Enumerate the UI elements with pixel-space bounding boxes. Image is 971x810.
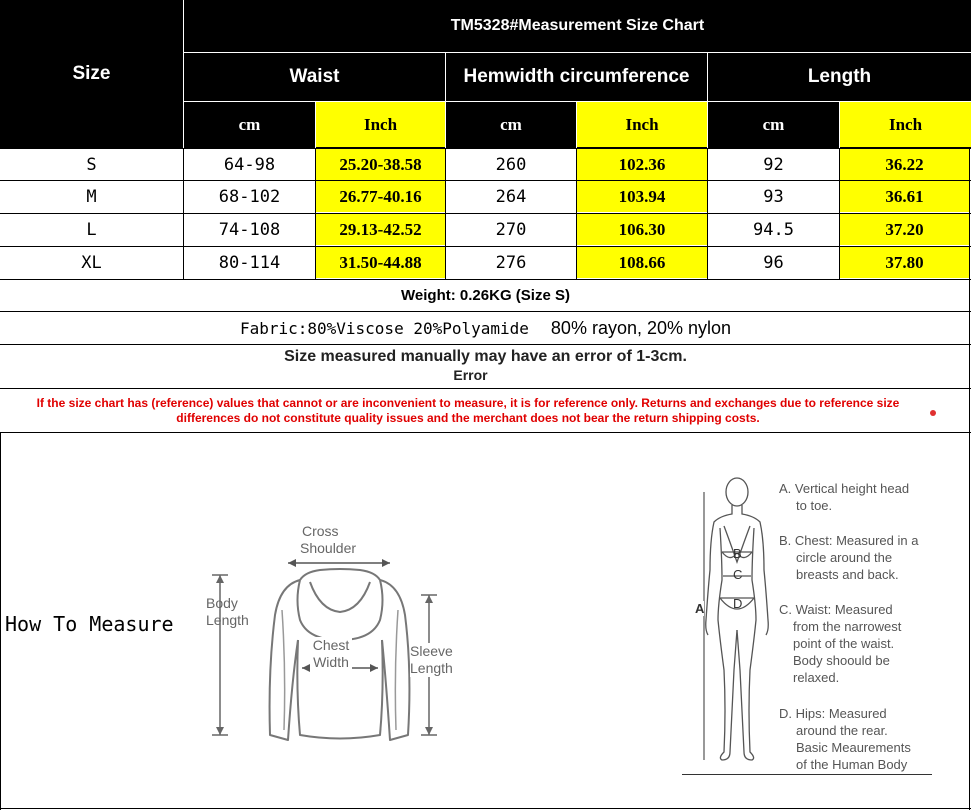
measurement-cell: 36.61	[840, 181, 969, 212]
measurement-cell: 96	[763, 252, 784, 273]
measurement-cell: 36.22	[840, 149, 969, 180]
fabric-text-en: 80% rayon, 20% nylon	[550, 317, 732, 338]
chest-width-label: Chest Width	[310, 637, 352, 671]
measurement-cell: 80-114	[218, 252, 281, 273]
weight-note: Weight: 0.26KG (Size S)	[401, 287, 570, 304]
body-note-d: D. Hips: Measured around the rear. Basic Meaurements of the Human Body	[779, 706, 911, 772]
size-label-cell: XL	[81, 252, 102, 273]
red-dot	[930, 410, 936, 416]
marker-c: C	[733, 567, 743, 582]
marker-d: D	[733, 596, 743, 611]
measurement-cell: 270	[495, 219, 527, 240]
size-header	[0, 0, 183, 148]
disclaimer-note: If the size chart has (reference) values that cannot or are inconvenient to measure, it is for reference only. Returns and exchanges due to reference size differences do not constitute quality issues and the merchant does not bear the return shipping costs.	[36, 396, 900, 425]
unit-length-inch: Inch	[840, 102, 971, 147]
measurement-cell: 106.30	[577, 214, 707, 245]
body-note-a: A. Vertical height head to toe.	[779, 481, 910, 513]
unit-waist-cm: cm	[238, 114, 261, 134]
human-body-diagram	[680, 470, 780, 780]
group-hemwidth: Hemwidth circumference	[463, 66, 690, 87]
cross-shoulder-label: Cross Shoulder	[300, 523, 357, 556]
error-line-1: Size measured manually may have an error of 1-3cm.	[284, 348, 687, 365]
body-note-c: C. Waist: Measured from the narrowest point of the waist. Body shoould be relaxed.	[779, 602, 902, 685]
measurement-cell: 260	[495, 154, 527, 175]
size-label-cell: M	[86, 186, 97, 207]
table-title	[184, 0, 971, 52]
unit-hem-inch: Inch	[577, 102, 707, 147]
table-title-text: TM5328#Measurement Size Chart	[450, 17, 705, 34]
measurement-cell: 276	[495, 252, 527, 273]
measurement-cell: 93	[763, 186, 784, 207]
measurement-cell: 29.13-42.52	[316, 214, 445, 245]
marker-a: A	[695, 601, 705, 616]
measurement-cell: 68-102	[218, 186, 281, 207]
measurement-cell: 25.20-38.58	[316, 149, 445, 180]
measurement-cell: 74-108	[218, 219, 281, 240]
measurement-cell: 108.66	[577, 247, 707, 278]
measurement-cell: 103.94	[577, 181, 707, 212]
measurement-cell: 94.5	[753, 219, 794, 240]
size-header-label: Size	[72, 63, 111, 84]
body-note-b: B. Chest: Measured in a circle around the breasts and back.	[779, 533, 919, 582]
sleeve-length-label: Sleeve Length	[410, 643, 453, 676]
body-length-label: Body Length	[206, 595, 249, 628]
unit-hem-cm: cm	[500, 114, 522, 134]
unit-waist-inch: Inch	[316, 102, 445, 147]
measurement-cell: 37.20	[840, 214, 969, 245]
unit-length-cm: cm	[762, 114, 785, 134]
fabric-note	[0, 312, 971, 344]
measurement-cell: 64-98	[223, 154, 276, 175]
fabric-text: Fabric:80%Viscose 20%Polyamide	[239, 318, 529, 338]
error-note	[0, 347, 971, 387]
measurement-cell: 31.50-44.88	[316, 247, 445, 278]
group-length: Length	[807, 66, 872, 87]
measurement-cell: 92	[763, 154, 784, 175]
size-label-cell: L	[86, 219, 97, 240]
error-line-2: Error	[453, 367, 488, 383]
measurement-cell: 26.77-40.16	[316, 181, 445, 212]
size-label-cell: S	[86, 154, 97, 175]
measurement-cell: 264	[495, 186, 527, 207]
marker-b: B	[733, 546, 742, 561]
measurement-cell: 102.36	[577, 149, 707, 180]
how-to-measure-title: How To Measure	[5, 612, 174, 636]
measurement-cell: 37.80	[840, 247, 969, 278]
group-waist: Waist	[289, 66, 340, 87]
